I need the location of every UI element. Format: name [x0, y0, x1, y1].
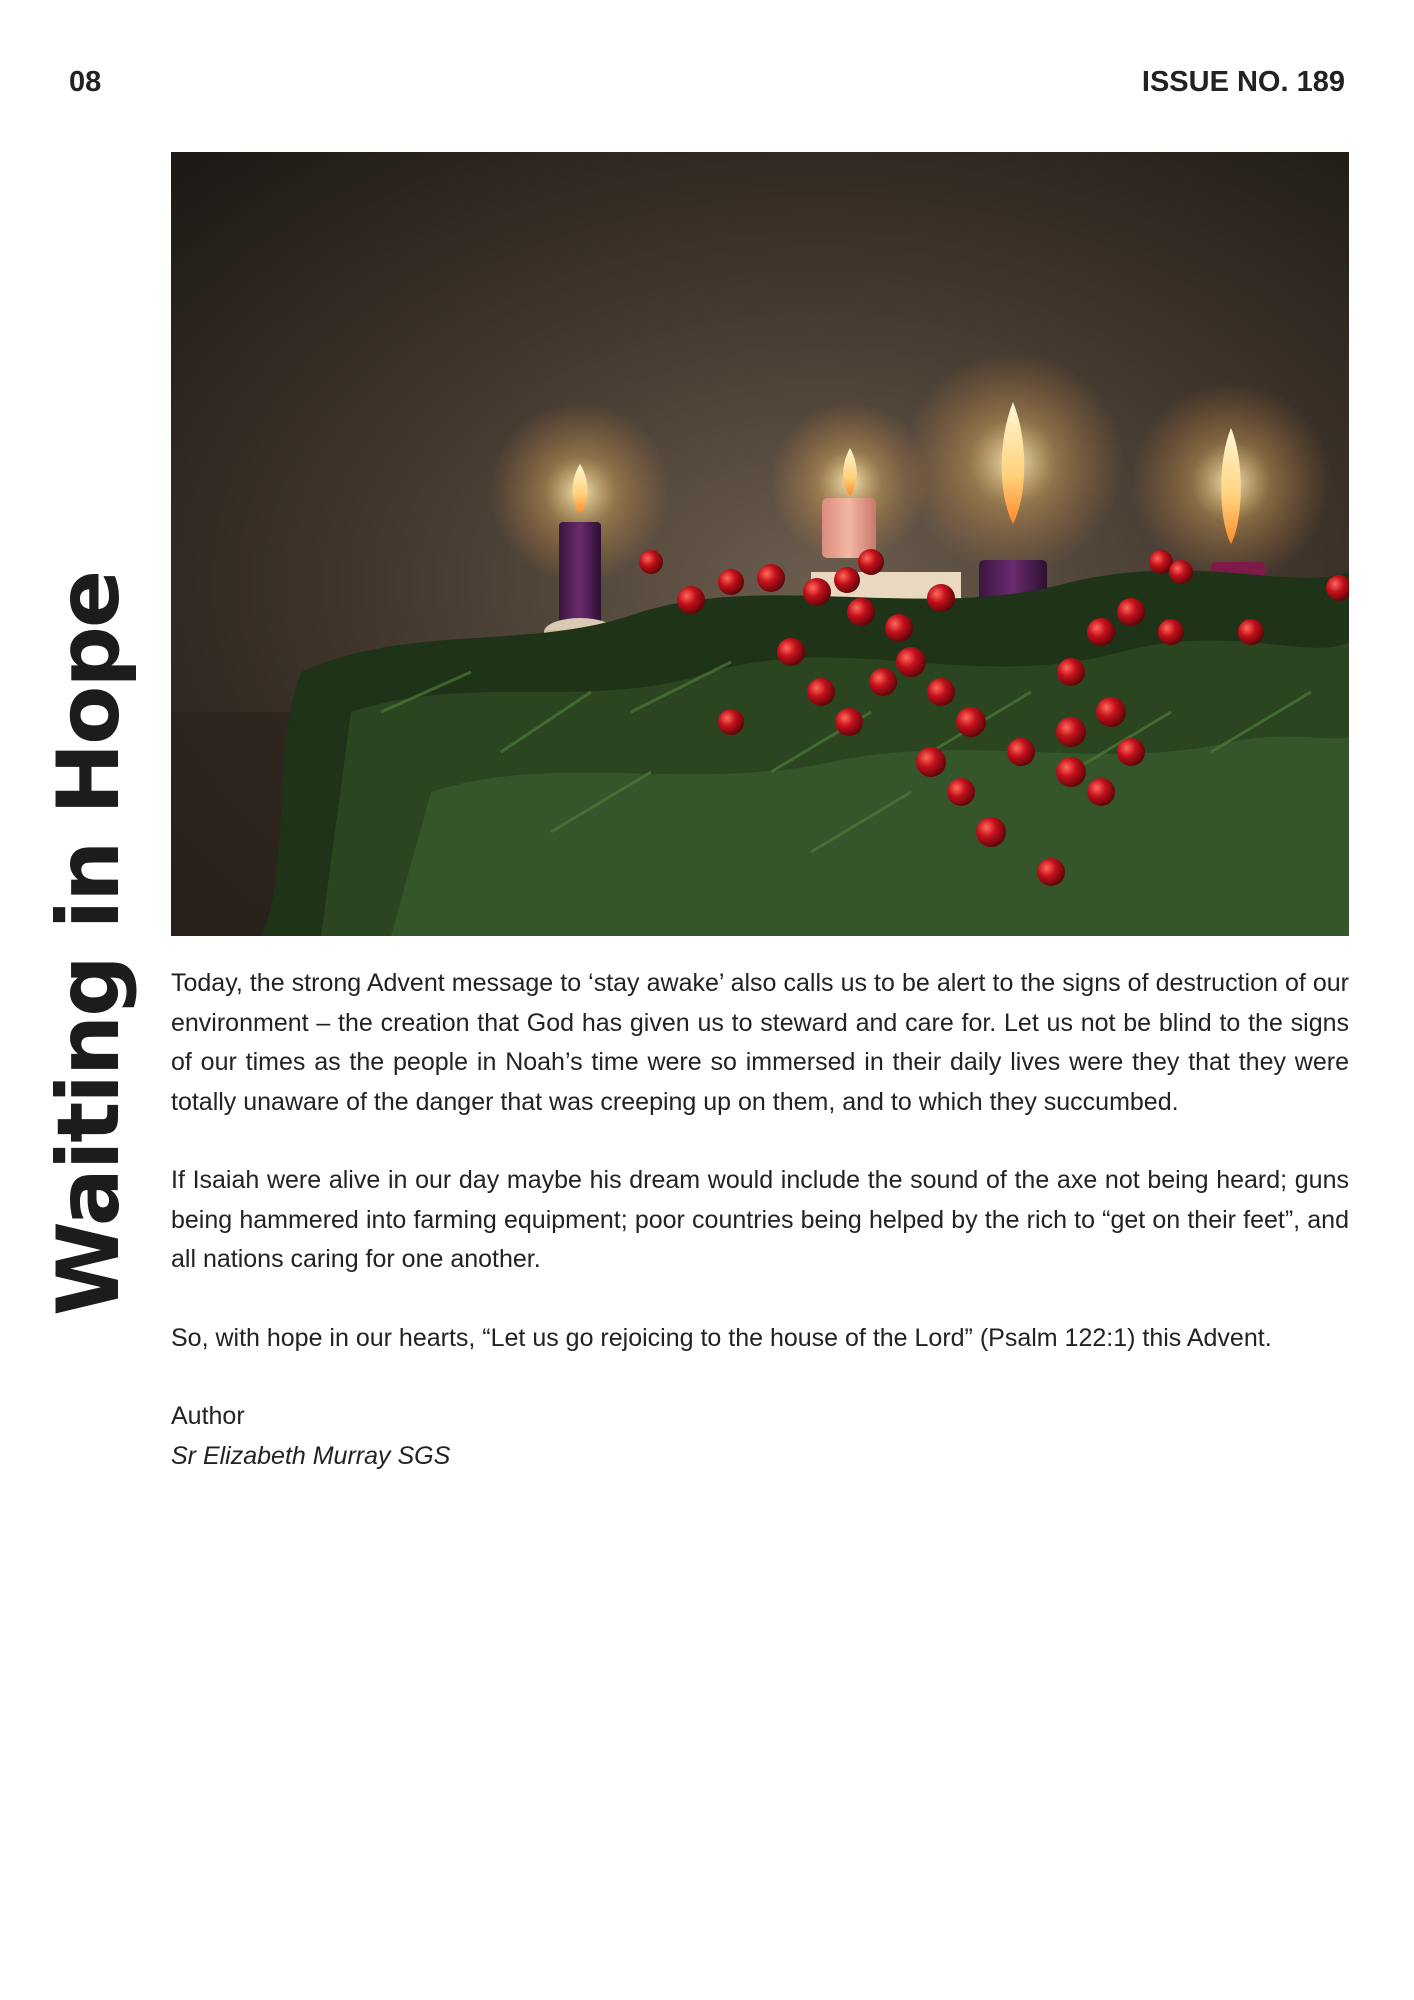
author-label: Author	[171, 1402, 245, 1430]
article-title: Waiting in Hope	[39, 571, 139, 1316]
paragraph-3: So, with hope in our hearts, “Let us go rejoicing to the house of the Lord” (Psalm 122:1) this Advent.	[171, 1323, 1272, 1352]
paragraph-2: If Isaiah were alive in our day maybe his dream would include the sound of the axe not being heard; guns being hammered into farming equipment; poor countries being helped by the rich to “get on their feet”, and all nations caring for one another.	[171, 1166, 1349, 1273]
author-block	[171, 1397, 1349, 1476]
author-name: Sr Elizabeth Murray SGS	[171, 1441, 451, 1470]
advent-wreath-photo	[171, 152, 1349, 936]
page-number: 08	[69, 66, 102, 98]
issue-number: ISSUE NO. 189	[1141, 66, 1345, 98]
article-body	[171, 964, 1349, 1476]
advent-wreath-candles-icon	[171, 152, 1349, 936]
paragraph-1: Today, the strong Advent message to ‘stay awake’ also calls us to be alert to the signs of destruction of our environment – the creation that God has given us to steward and care for. Let us not be blind to the signs of our times as the people in Noah’s time were so immersed in their daily lives were they that they were totally unaware of the danger that was creeping up on them, and to which they succumbed.	[171, 969, 1349, 1116]
